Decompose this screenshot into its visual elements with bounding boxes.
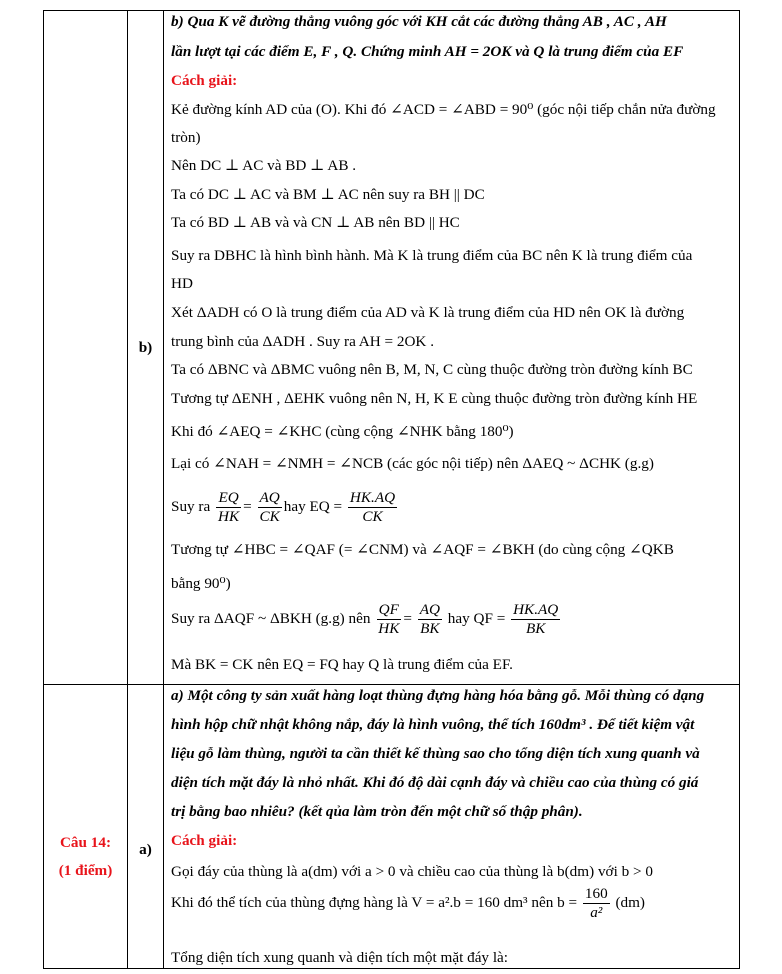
part-label-b: b) [138, 338, 153, 356]
solution-line: Ta có DC ⊥ AC và BM ⊥ AC nên suy ra BH || DC [171, 186, 485, 203]
solution-line: Gọi đáy của thùng là a(dm) với a > 0 và chiều cao của thùng là b(dm) với b > 0 [171, 863, 653, 880]
solution-line: Tương tự ΔENH , ΔEHK vuông nên N, H, K E cùng thuộc đường tròn đường kính HE [171, 390, 698, 407]
numerator: AQ [259, 489, 280, 507]
problem-line: liệu gỗ làm thùng, người ta cần thiết kế thùng sao cho tổng diện tích xung quanh và [171, 745, 700, 762]
solution-line: Ta có ΔBNC và ΔBMC vuông nên B, M, N, C cùng thuộc đường tròn đường kính BC [171, 361, 693, 378]
denominator: CK [362, 508, 383, 526]
denominator: HK [378, 620, 400, 638]
text: hay EQ = [283, 498, 343, 515]
denominator: HK [218, 508, 240, 526]
part-label-cell-row1 [128, 11, 163, 684]
solution-line: Tổng diện tích xung quanh và diện tích một mặt đáy là: [171, 949, 509, 966]
question-points: (1 điểm) [58, 861, 113, 879]
solution-line: Mà BK = CK nên EQ = FQ hay Q là trung điểm của EF. [171, 656, 513, 673]
numerator: HK.AQ [513, 601, 559, 619]
content-cell-row1 [164, 11, 739, 684]
numerator: QF [378, 601, 399, 619]
question-number: Câu 14: [59, 833, 112, 851]
problem-line: b) Qua K vẽ đường thẳng vuông góc với KH cắt các đường thẳng AB , AC , AH [171, 13, 667, 30]
solution-line: Kẻ đường kính AD của (O). Khi đó ∠ACD = ∠ABD = 90⁰ (góc nội tiếp chắn nửa đường [171, 101, 716, 118]
solution-line: tròn) [171, 129, 201, 146]
text: Suy ra [171, 498, 211, 515]
question-label-cell-row1 [44, 11, 127, 684]
problem-line: trị bằng bao nhiêu? (kết qủa làm tròn đến một chữ số thập phân). [171, 803, 583, 820]
fraction-line-volume [171, 885, 733, 922]
solution-line: Nên DC ⊥ AC và BD ⊥ AB . [171, 157, 357, 174]
fraction [216, 489, 241, 526]
numerator: EQ [218, 489, 239, 507]
solution-line: Ta có BD ⊥ AB và và CN ⊥ AB nên BD || HC [171, 214, 460, 231]
fraction [418, 601, 442, 638]
text: hay QF = [447, 610, 506, 627]
fraction [258, 489, 282, 526]
problem-line: a) Một công ty sản xuất hàng loạt thùng đựng hàng hóa bằng gỗ. Mỗi thùng có dạng [171, 687, 705, 704]
denominator: BK [525, 620, 546, 638]
solution-heading: Cách giải: [171, 832, 238, 849]
problem-line: hình hộp chữ nhật không nắp, đáy là hình vuông, thể tích 160dm³ . Để tiết kiệm vật [171, 716, 695, 733]
fraction [348, 489, 397, 526]
fraction [583, 885, 610, 922]
question-label-cell-row2 [44, 685, 127, 968]
numerator: 160 [584, 885, 608, 903]
denominator: a² [590, 904, 603, 922]
fraction-line-eq [171, 489, 733, 526]
solution-line: Xét ΔADH có O là trung điểm của AD và K là trung điểm của HD nên OK là đường [171, 304, 685, 321]
denominator: BK [420, 620, 440, 638]
solution-line: Tương tự ∠HBC = ∠QAF (= ∠CNM) và ∠AQF = ∠BKH (do cùng cộng ∠QKB [171, 541, 674, 558]
text: Khi đó thể tích của thùng đựng hàng là V = a².b = 160 dm³ nên b = [171, 894, 578, 911]
solution-line: Suy ra DBHC là hình bình hành. Mà K là trung điểm của BC nên K là trung điểm của [171, 247, 693, 264]
solution-line: Khi đó ∠AEQ = ∠KHC (cùng cộng ∠NHK bằng 180⁰) [171, 423, 514, 440]
part-label-a: a) [139, 840, 152, 858]
solution-line: trung bình của ΔADH . Suy ra AH = 2OK . [171, 333, 434, 350]
text: (dm) [615, 894, 645, 911]
fraction [376, 601, 401, 638]
text: = [243, 498, 252, 515]
fraction-line-qf [171, 601, 733, 638]
problem-line: diện tích mặt đáy là nhỏ nhất. Khi đó độ dài cạnh đáy và chiều cao của thùng có giá [171, 774, 699, 791]
solution-line: Lại có ∠NAH = ∠NMH = ∠NCB (các góc nội tiếp) nên ΔAEQ ~ ΔCHK (g.g) [171, 455, 654, 472]
text: Suy ra ΔAQF ~ ΔBKH (g.g) nên [171, 610, 371, 627]
solution-line: bằng 90⁰) [171, 575, 231, 592]
denominator: CK [259, 508, 280, 526]
text: = [403, 610, 412, 627]
fraction [511, 601, 560, 638]
solution-heading: Cách giải: [171, 72, 238, 89]
problem-line: lần lượt tại các điểm E, F , Q. Chứng minh AH = 2OK và Q là trung điểm của EF [171, 43, 684, 60]
solution-line: HD [171, 275, 193, 292]
part-label-cell-row2 [128, 685, 163, 968]
numerator: HK.AQ [349, 489, 396, 507]
numerator: AQ [419, 601, 440, 619]
solution-table [43, 10, 740, 969]
content-cell-row2 [164, 685, 739, 968]
